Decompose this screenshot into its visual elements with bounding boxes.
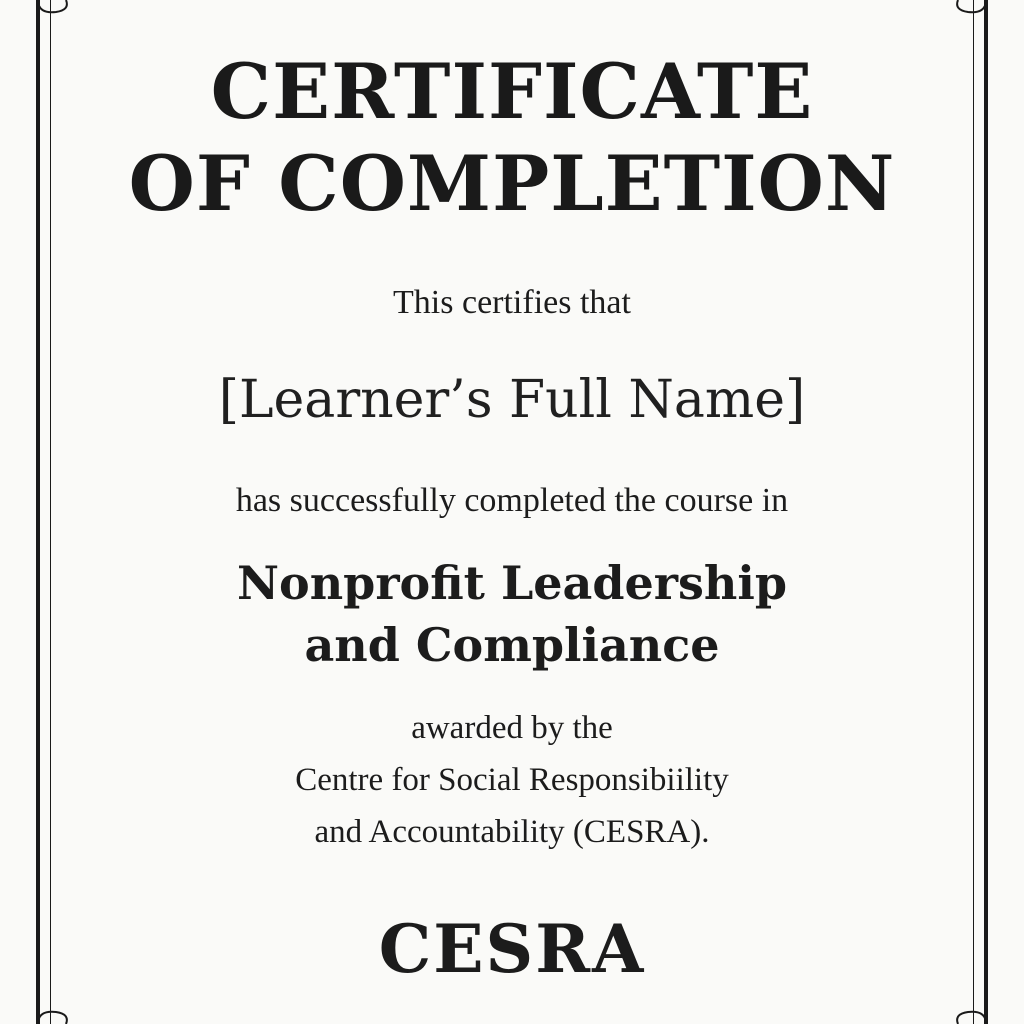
completion-text: has successfully completed the course in [235,482,789,519]
title-line-2: OF COMPLETION [128,139,896,228]
course-line-1: Nonprofit Leadership [236,556,788,610]
awarded-line-3: and Accountability (CESRA). [314,814,710,850]
recipient-name: [Learner’s Full Name] [218,370,806,430]
certificate-title [0,46,1024,230]
awarded-by-text [0,702,1024,858]
course-line-2: and Compliance [304,618,720,672]
title-line-1: CERTIFICATE [210,47,814,136]
awarded-line-2: Centre for Social Responsibiility [295,762,729,798]
awarded-line-1: awarded by the [411,710,613,746]
course-name [0,552,1024,676]
intro-text: This certifies that [393,284,631,321]
issuer-logo-text: CESRA [378,910,646,988]
